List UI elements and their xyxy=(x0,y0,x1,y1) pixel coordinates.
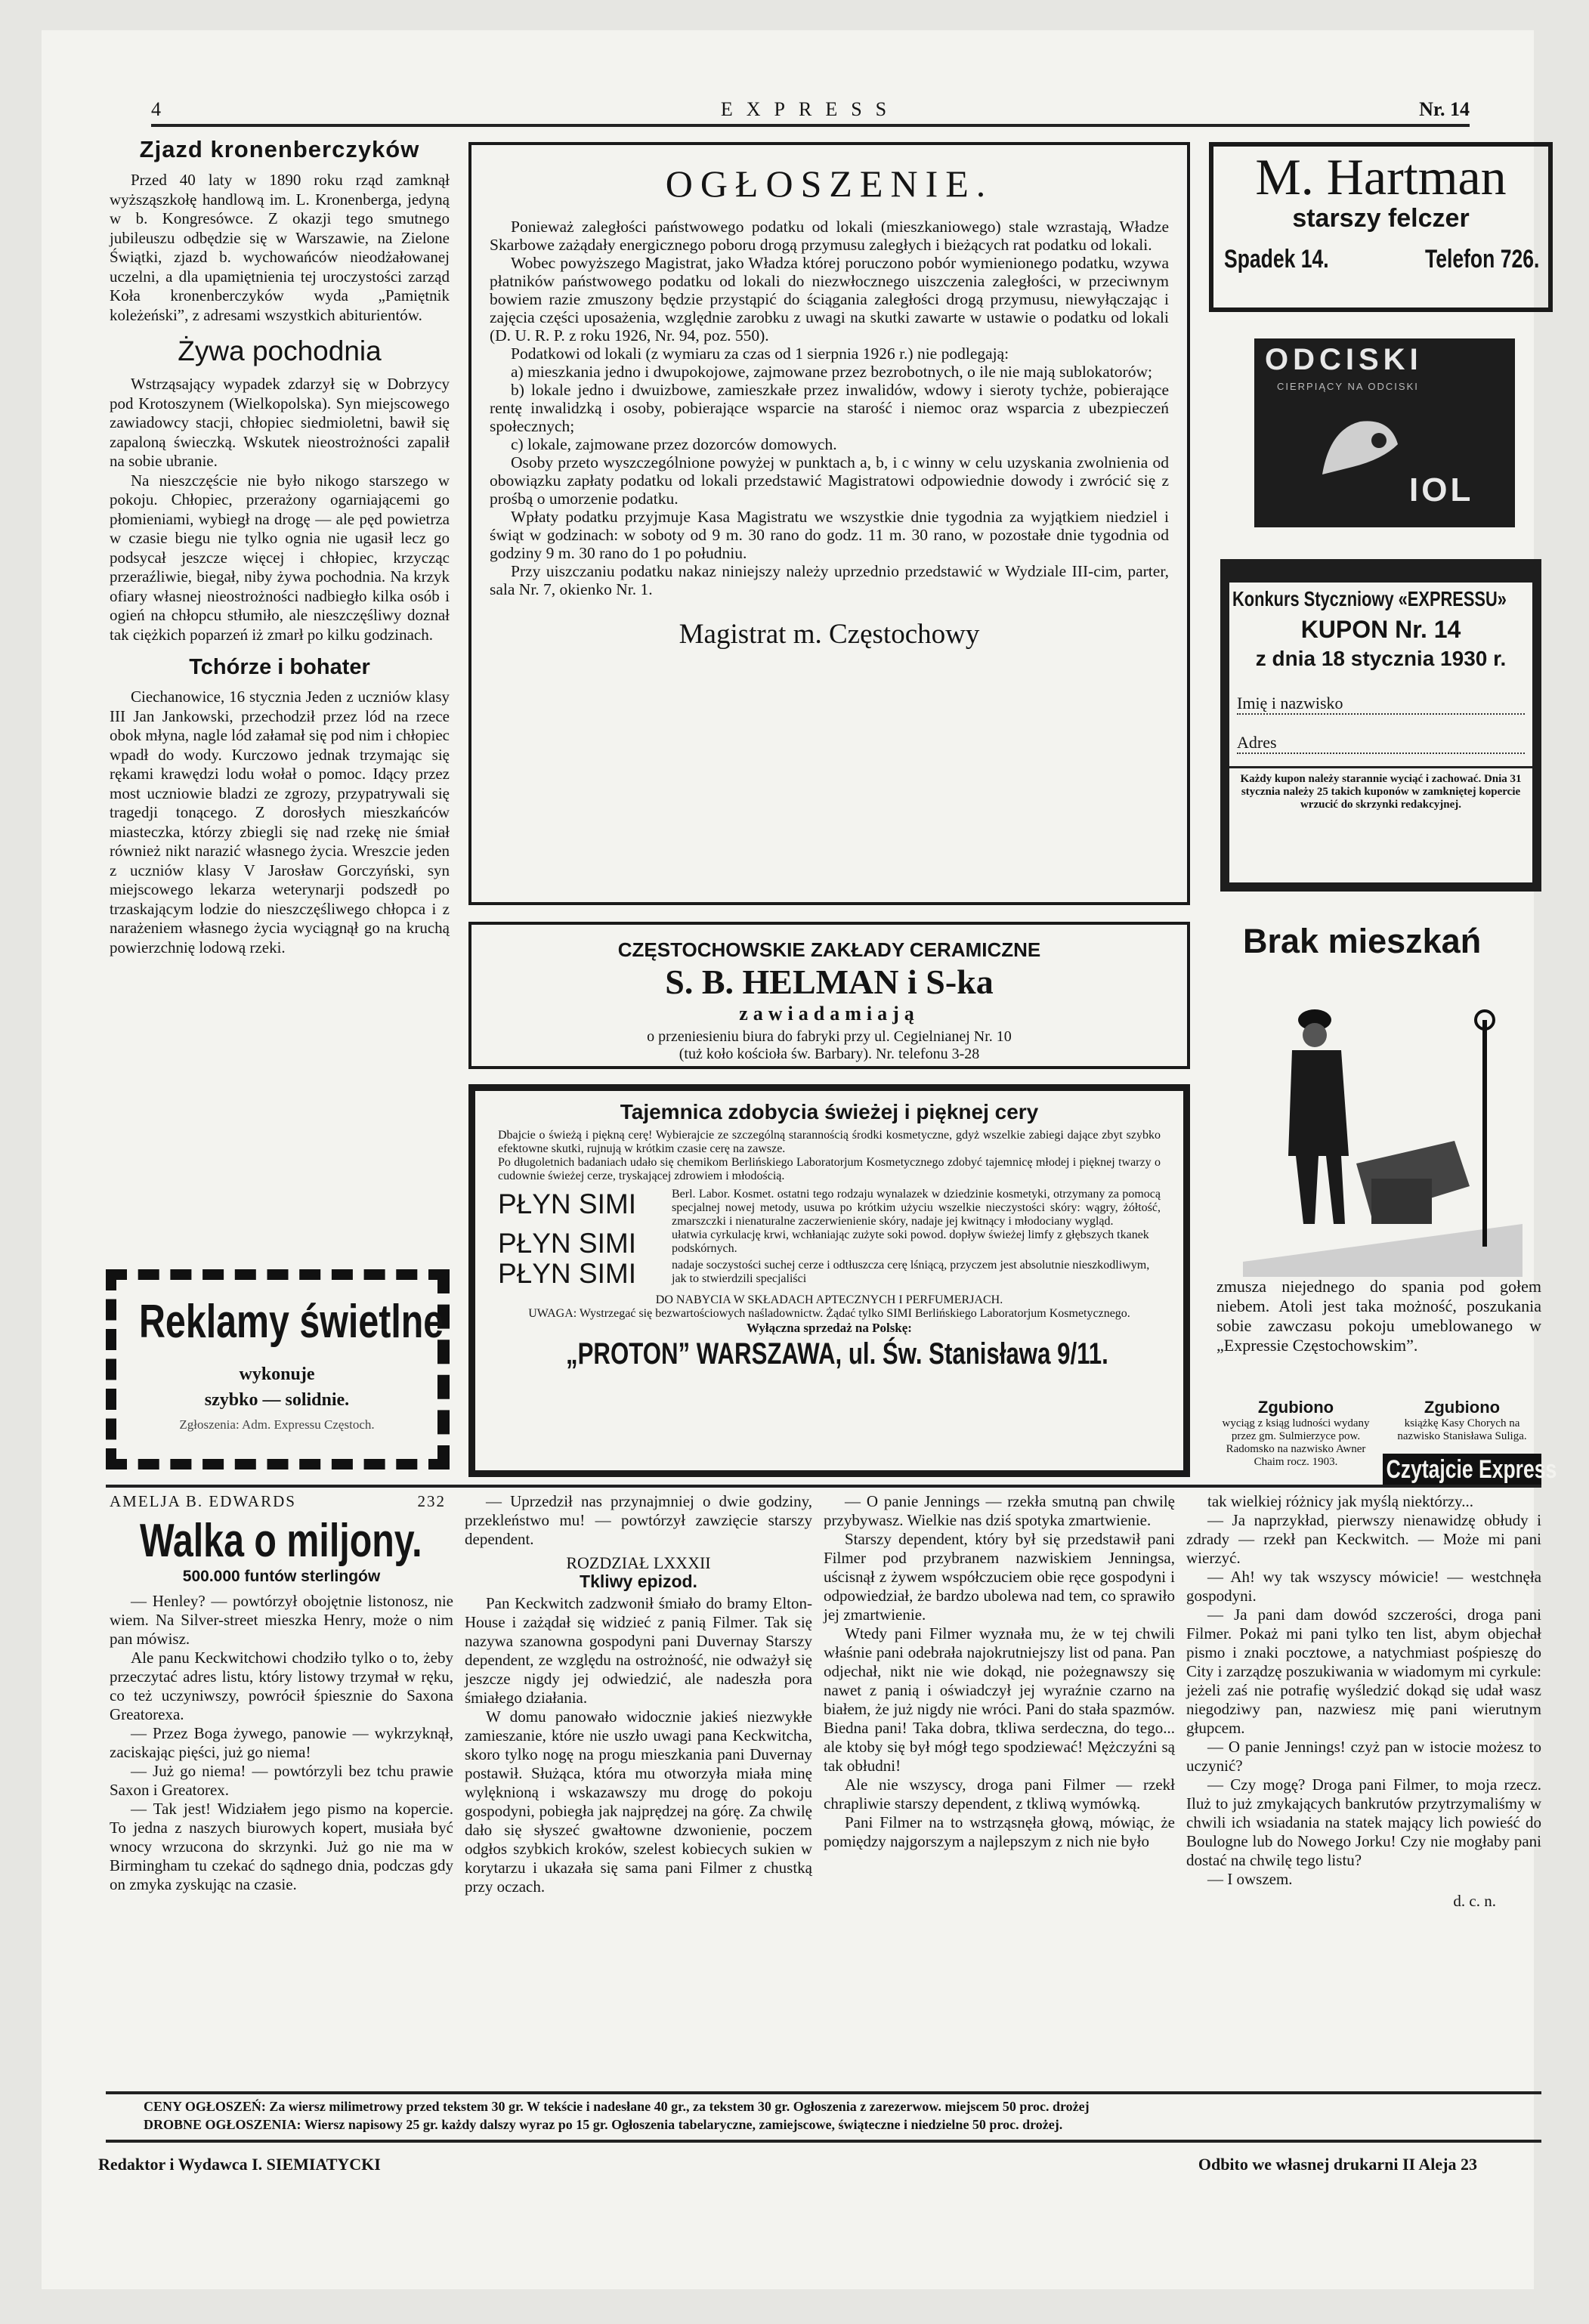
novel-column-2 xyxy=(465,1492,812,2089)
novel-column-3 xyxy=(824,1492,1175,2089)
novel-text: — Ah! wy tak wszyscy mówicie! — westchnęła gospodyni. xyxy=(1186,1568,1541,1605)
ad-text: DO NABYCIA W SKŁADACH APTECZNYCH I PERFUMERJACH. xyxy=(655,1293,1003,1306)
ad-text: nadaje soczystości suchej cerze i odtłuszcza cerę lśniącą, przyczem jest absolutnie nieszkodliwym, jak to stwierdzili specjaliści xyxy=(672,1259,1150,1285)
coupon-head: Konkurs Styczniowy «EXPRESSU» xyxy=(1232,587,1507,610)
announcement-paragraph: Podatkowi od lokali (z wymiaru za czas od 1 sierpnia 1926 r.) nie podlegają: xyxy=(511,345,1009,363)
left-column xyxy=(110,136,450,1254)
ad-reklamy-swietlne xyxy=(106,1269,450,1469)
novel-text: — Ja pani dam dowód szczerości, droga pani Filmer. Pokaż mi pani tylko ten list, abym objechał pismo i znaki pocztowe, a natychmiast pośpieszę do City i zarządzę poszukiwania w wiadomym mi cyrkule: jeżeli zaś nie potrafię wyśledzić dokąd się udał wasz niegodziwy pan, nazwiesz mię pani wierutnym głupcem. xyxy=(1186,1605,1541,1737)
ad-headline: „PROTON” WARSZAWA, ul. Św. Stanisława 9/11. xyxy=(566,1337,1108,1371)
ad-line: Zgłoszenia: Adm. Expressu Częstoch. xyxy=(179,1417,375,1432)
novel-column-1 xyxy=(110,1492,453,2089)
lost-title: Zgubiono xyxy=(1424,1398,1501,1417)
novel-text: — Już go niema! — powtórzyli bez tchu prawie Saxon i Greatorex. xyxy=(110,1762,453,1799)
article-title: Zjazd kronenberczyków xyxy=(139,136,420,162)
ad-text: UWAGA: Wystrzegać się bezwartościowych naśladownictw. Żądać tylko SIMI Berlińskiego Laboratorjum Kosmetycznego. xyxy=(528,1307,1130,1320)
ad-line: Spadek 14. xyxy=(1224,245,1329,274)
novel-text: — Czy mogę? Droga pani Filmer, to moja rzecz. Iluż to już zmykających bankrutów przytrzymaliśmy w chwili ich wsiadania na statek mający lich powieść do Boulogne lub do Nowego Jorku! Czy nie mogłaby pani dostać na chwilę tego listu? xyxy=(1186,1775,1541,1869)
ad-plyn-simi xyxy=(468,1084,1190,1477)
ad-line: szybko — solidnie. xyxy=(204,1390,350,1410)
ad-line: (tuż koło kościoła św. Barbary). Nr. telefonu 3-28 xyxy=(679,1046,980,1062)
divider xyxy=(106,1485,1541,1488)
printer-line: Odbito we własnej drukarni II Aleja 23 xyxy=(1198,2155,1477,2174)
ad-line: Telefon 726. xyxy=(1425,245,1540,274)
novel-text: Pani Filmer na to wstrząsnęła głową, mówiąc, że pomiędzy najgorszym a najlepszym z nich nie było xyxy=(824,1813,1175,1850)
lost-text: wyciąg z ksiąg ludności wydany przez gm. Sulmierzyce pow. Radomsko na nazwisko Awner Chaim rocz. 1903. xyxy=(1222,1417,1370,1468)
article-body: Ciechanowice, 16 stycznia Jeden z uczniów klasy III Jan Jankowski, przechodził przez lód na rzece obok młyna, nagle lód załamał się pod nim i chłopiec wpadł do wody. Kurczowo jednak trzymając się rękami krawędzi lodu wołał o pomoc. Idący przez most uczniowie bladzi ze zgrozy, przypatrywali się tragedji tonącego. Z dorosłych mieszkańców miasteczka, którzy zbiegli się nad rzekę nie śmiał również nikt narazić własnego życia. Wreszcie jeden z uczniów klasy V Jarosław Gorczyński, syn miejscowego lekarza weterynarji podszedł po trzaskającym lodzie do nieszczęśliwego chłopca i z narażeniem własnego życia wyciągnął go na kruchą powierzchnię lodową rzeki. xyxy=(110,688,450,956)
editor-line: Redaktor i Wydawca I. SIEMIATYCKI xyxy=(98,2155,381,2174)
brak-mieszkan-section xyxy=(1213,922,1545,1277)
page-header xyxy=(151,98,1470,127)
novel-text: — Ja naprzykład, pierwszy nienawidzę obłudy i zdrady — rzekł pan Keckwitch. — Może mi pani wierzyć. xyxy=(1186,1511,1541,1567)
article-body: Na nieszczęście nie było nikogo starszego w pokoju. Chłopiec, przerażony ogarniającemi go płomieniami, wybiegł na drogę — ale pęd powietrza w czasie biegu nie tylko ognia nie ugasił lecz go podsycał jeszcze więcej i chłopiec, krzycząc przeraźliwie, biegał, niby żywa pochodnia. Na krzyk ofiary własnej nieostrożności nadbiegło kilka osób i ogień na chłopcu stłumiło, ale nieszczęśliwy doznał tak ciężkich poparzeń iż zmarł po kilku godzinach. xyxy=(110,471,450,644)
ad-line: zawiadamiają xyxy=(739,1003,920,1024)
section-caption: zmusza niejednego do spania pod gołem niebem. Atoli jest taka możność, poszukania sobie zawczasu pokoju umeblowanego w „Expressie Częstochowskim”. xyxy=(1216,1277,1541,1355)
ad-helman xyxy=(468,922,1190,1069)
ad-brand: PŁYN SIMI xyxy=(498,1258,636,1289)
novel-subtitle: 500.000 funtów sterlingów xyxy=(182,1568,381,1585)
to-be-continued: d. c. n. xyxy=(1453,1892,1496,1910)
novel-episode: 232 xyxy=(417,1492,446,1510)
ad-headline: ODCISKI xyxy=(1265,343,1423,376)
novel-text: Pan Keckwitch zadzwonił śmiało do bramy Elton-House i zażądał się widzieć z panią Filmer. Tak się nazywa szanowna gospodyni pani Duvernay Starszy dependent, ze względu na ostrożność, nie odważył się jeszcze nigdy jej odwiedzić, ale nadeszła pora śmiałego działania. xyxy=(465,1594,812,1707)
lost-title: Zgubiono xyxy=(1257,1398,1334,1417)
novel-text: — O panie Jennings — rzekła smutną pan chwilę przybywasz. Wielkie nas dziś spotyka zmartwienie. xyxy=(824,1492,1175,1529)
announcement-signature: Magistrat m. Częstochowy xyxy=(679,619,980,650)
novel-text: Ale nie wszyscy, droga pani Filmer — rzekł chrapliwie starszy dependent, z tkliwą wymówką. xyxy=(824,1775,1175,1813)
divider xyxy=(106,2091,1541,2094)
ad-headline: M. Hartman xyxy=(1255,148,1507,206)
novel-text: W domu panowało widocznie jakieś niezwykłe zamieszanie, które nie uszło uwagi pana Keckwitcha, skoro tylko nogę na progu mieszkania pani Duvernay postawił. Służąca, która mu otworzyła miała minę wylęknioną i wskazawszy mu drogę do pokoju gospodyni, pobiegła jak najprędzej na górę. Za chwilę dało się słyszeć gwałtowne dzwonienie, poczem odgłos szybkich kroków, szelest kobiecych sukien w korytarzu i ukazała się sama pani Filmer z chustką przy oczach. xyxy=(465,1707,812,1896)
ad-text: ułatwia cyrkulację krwi, wchłaniając zużyte soki powod. dopływ świeżej limfy z głębszych tkanek podskórnych. xyxy=(672,1228,1149,1255)
novel-text: Wtedy pani Filmer wyznała mu, że w tej chwili właśnie pani odebrała najokrutniejszy list od pana. Pan odjechał, nikt nie wie dokąd, nie pożegnawszy się nawet z panią i oświadczył jej wyraźnie czarno na białem, że już nigdy nie wróci. Pani do stała spazmów. Biedna pani! Taka dobra, tkliwa serdeczna, do tego... ale ktoby się był mógł tego spodziewać! Mężczyźni są tak obłudni! xyxy=(824,1624,1175,1775)
small-ad-prices: DROBNE OGŁOSZENIA: Wiersz napisowy 25 gr. każdy dalszy wyraz po 15 gr. Ogłoszenia tabelaryczne, zamiejscowe, świąteczne i niedzielne 50 proc. drożej. xyxy=(144,2117,1063,2132)
announcement-title: OGŁOSZENIE. xyxy=(665,162,994,205)
announcement-paragraph: Ponieważ zaległości państwowego podatku od lokali (mieszkaniowego) stale wzrastają, Władze Skarbowe zażądały energicznego poboru drogą przymusu zaległych i bieżących rat podatku od lokali. xyxy=(490,218,1169,254)
masthead-title: EXPRESS xyxy=(720,98,901,120)
announcement-paragraph: Osoby przeto wyszczególnione powyżej w punktach a, b, i c winny w celu uzyskania zwolnienia od obowiązku zapłaty podatku od lokali przedstawić Magistratowi odpowiednie dowody i zwrócić się z prośbą o umorzenie podatku. xyxy=(490,453,1169,508)
lost-text: książkę Kasy Chorych na nazwisko Stanisława Suliga. xyxy=(1397,1417,1527,1442)
section-title: Brak mieszkań xyxy=(1243,922,1482,960)
article-title: Tchórze i bohater xyxy=(189,655,370,679)
page-number: 4 xyxy=(151,98,161,120)
issue-number: Nr. 14 xyxy=(1419,98,1470,120)
novel-text: — Henley? — powtórzył obojętnie listonosz, nie wiem. Na Silver-street mieszka Henry, może o nim pan mówisz. xyxy=(110,1592,453,1648)
article-title: Żywa pochodnia xyxy=(178,335,382,366)
ad-headline: Reklamy świetlne xyxy=(139,1296,444,1348)
announcement-paragraph: Wpłaty podatku przyjmuje Kasa Magistratu we wszystkie dnie tygodnia za wyjątkiem niedziel i świąt w godzinach: w soboty od 9 m. 30 rano do godz. 11 m. 30 rano, w pozostałe dnie tygodnia od godziny 9 m. 30 rano do 1 po południu. xyxy=(490,508,1169,562)
novel-text: — O panie Jennings! czyż pan w istocie możesz to uczynić? xyxy=(1186,1738,1541,1775)
ad-text: Berl. Labor. Kosmet. ostatni tego rodzaju wynalazek w dziedzinie kosmetyki, otrzymany za pomocą specjalnej nowej metody, usuwa po krótkim użyciu wszelkie nieczystości skóry: wągry, żółtość, zmarszczki i nienaturalne zaczerwienienie skóry, nadaje jej kwitnący i młodociany wygląd. xyxy=(672,1188,1161,1228)
ad-line: wykonuje xyxy=(239,1364,315,1384)
coupon-number: KUPON Nr. 14 xyxy=(1300,616,1461,643)
ad-odciski-image xyxy=(1254,338,1515,527)
announcement-paragraph: Wobec powyższego Magistrat, jako Władza której poruczono pobór wymienionego podatku, wzywa płatników państwowego podatku od lokali do niezwłocznego uiszczenia zaległości, w przeciwnym bowiem razie zmuszony będzie przystąpić do ściągania zaległości drogą przymusu, niewyłączając i zajęcia części uposażenia, względnie zarobku z uwagi na skutki zawarte w ustawie o podatku od lokali (D. U. R. P. z roku 1926, Nr. 94, poz. 550). xyxy=(490,254,1169,345)
ad-line: CZĘSTOCHOWSKIE ZAKŁADY CERAMICZNE xyxy=(617,938,1041,961)
announcement-paragraph: c) lokale, zajmowane przez dozorców domowych. xyxy=(511,435,837,453)
announcement-paragraph: a) mieszkania jedno i dwupokojowe, zajmowane przez bezrobotnych, o ile nie mają sublokatorów; xyxy=(511,363,1152,381)
novel-text: Starszy dependent, który był się przedstawił pani Filmer pod przybranem nazwiskiem Jenningsa, uścisnął z żywem współczuciem obie ręce gospodyni i odpowiedział, że bardzo ubolewa nad tem, co sprawiło jej zmartwienie. xyxy=(824,1530,1175,1624)
novel-title: Walka o miljony. xyxy=(140,1515,422,1567)
announcement-paragraph: b) lokale jedno i dwuizbowe, zamieszkałe przez inwalidów, wdowy i sieroty tychże, pobierające rentę inwalidzką i osoby, pobierające wsparcie na starość i niemoc oraz wsparcia z ubezpieczeń społecznych; xyxy=(490,381,1169,435)
ad-line: CIERPIĄCY NA ODCISKI xyxy=(1277,381,1419,392)
novel-text: — Tak jest! Widziałem jego pismo na kopercie. To jedna z naszych biurowych kopert, musiała być wnocy wrzucona do skrzynki. Już go nie ma w Birmingham tu czekać do sądnego dnia, podczas gdy on zmyka zyskując na czasie. xyxy=(110,1800,453,1893)
ad-brand: PŁYN SIMI xyxy=(498,1228,636,1259)
novel-text: — Przez Boga żywego, panowie — wykrzyknął, zaciskając pięści, już go niema! xyxy=(110,1724,453,1761)
novel-author: AMELJA B. EDWARDS xyxy=(110,1492,296,1510)
novel-text: Ale panu Keckwitchowi chodziło tylko o to, żeby przeczytać adres listu, który listowy trzymał w ręku, co też uczyniwszy, powrócił śpiesznie do Saxona Greatorexa. xyxy=(110,1649,453,1723)
divider xyxy=(106,2140,1541,2143)
ad-line: starszy felczer xyxy=(1292,204,1470,233)
coupon-note: Każdy kupon należy starannie wyciąć i zachować. Dnia 31 stycznia należy 25 takich kuponów w zamkniętej kopercie wrzucić do skrzynki redakcyjnej. xyxy=(1240,773,1522,811)
ad-headline: Tajemnica zdobycia świeżej i pięknej cery xyxy=(620,1100,1039,1123)
coupon-address-field[interactable]: Adres xyxy=(1237,733,1525,754)
announcement-paragraph: Przy uiszczaniu podatku nakaz niniejszy należy uprzednio przedstawić w Wydziale III-cim, parter, sala Nr. 7, okienko Nr. 1. xyxy=(490,562,1169,598)
ad-line: o przeniesieniu biura do fabryki przy ul. Cegielnianej Nr. 10 xyxy=(647,1028,1012,1045)
ad-text: Dbajcie o świeżą i piękną cerę! Wybierajcie ze szczególną starannością środki kosmetyczne, gdyż wszelkie zabiegi dające zbyt szybko efektowne skutki, rujnują w krótkim czasie cerę na zawsze. xyxy=(498,1129,1161,1155)
ad-headline: IOL xyxy=(1409,471,1474,508)
foot-icon xyxy=(1307,399,1413,490)
newspaper-page xyxy=(42,30,1557,2289)
novel-text: tak wielkiej różnicy jak myślą niektórzy... xyxy=(1207,1492,1474,1510)
ad-brand: PŁYN SIMI xyxy=(498,1188,636,1219)
lost-notices xyxy=(1216,1398,1557,1503)
czytajcie-express-badge: Czytajcie Express xyxy=(1386,1455,1557,1484)
ad-prices: CENY OGŁOSZEŃ: Za wiersz milimetrowy przed tekstem 30 gr. W tekście i nadesłane 40 gr., za tekstem 30 gr. Ogłoszenia z zarezerwow. miejscem 50 proc. drożej xyxy=(144,2099,1090,2114)
announcement-box xyxy=(468,142,1190,905)
coupon-name-field[interactable]: Imię i nazwisko xyxy=(1237,694,1525,715)
article-body: Przed 40 laty w 1890 roku rząd zamknął wyższąszkołę handlową im. L. Kronenberga, jedyną w b. Kongresówce. Z okazji tego smutnego jubileuszu odbędzie się w Warszawie, na Zielone Świątki, zjazd b. wychowańców nieodżałowanej uczelni, a dla upamiętnienia tej uroczystości zarząd Koła kronenberczyków wyda „Pamiętnik koleżeński”, z adresami wszystkich abiturientów. xyxy=(110,171,450,324)
article-body: Wstrząsający wypadek zdarzył się w Dobrzycy pod Krotoszynem (Wielkopolska). Syn miejscowego zawiadowcy stacji, chłopiec siedmioletni, bawił się zapaloną świeczką. Wskutek nieostrożności zapalił na sobie ubranie. xyxy=(110,375,450,470)
ad-text: Wyłączna sprzedaż na Polskę: xyxy=(747,1321,912,1335)
chapter-title: Tkliwy epizod. xyxy=(580,1571,697,1591)
novel-text: — I owszem. xyxy=(1207,1870,1293,1888)
novel-text: — Uprzedził nas przynajmniej o dwie godziny, przekleństwo mu! — powtórzył zawzięcie starszy dependent. xyxy=(465,1492,812,1548)
coupon-box xyxy=(1220,559,1541,892)
ad-hartman xyxy=(1209,142,1553,312)
ad-headline: S. B. HELMAN i S-ka xyxy=(665,963,994,1001)
coupon-date: z dnia 18 stycznia 1930 r. xyxy=(1255,647,1507,670)
ad-text: Po długoletnich badaniach udało się chemikom Berlińskiego Laboratorjum Kosmetycznego zdobyć tajemnicę młodej i pięknej twarzy o cudownie świeżej cerze, tryskającej zdrowiem i młodością. xyxy=(498,1156,1161,1182)
chapter-number: ROZDZIAŁ LXXXII xyxy=(566,1553,711,1572)
novel-column-4 xyxy=(1186,1492,1541,2089)
man-sleeping-illustration xyxy=(1243,975,1523,1277)
